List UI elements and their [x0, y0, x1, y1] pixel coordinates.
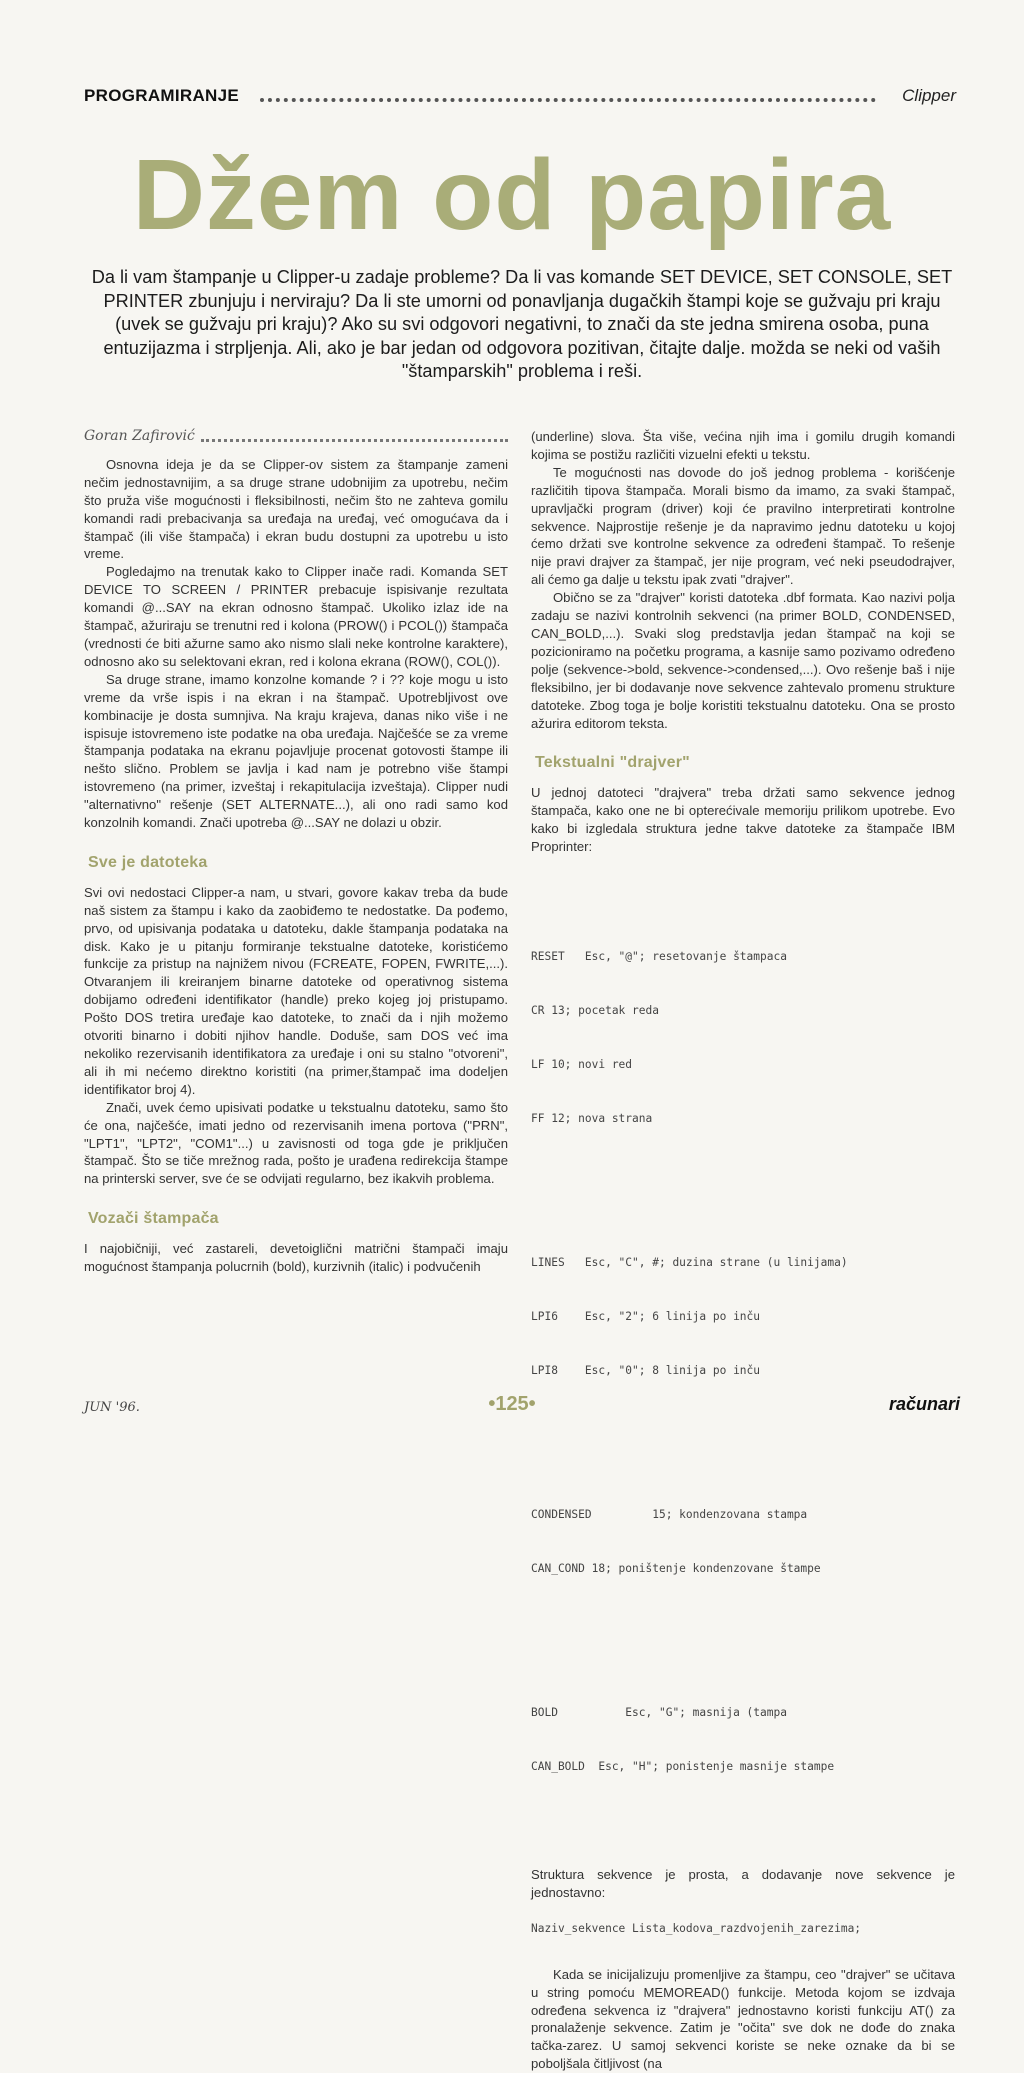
- code-line: LF 10; novi red: [531, 1057, 633, 1071]
- article-lead: Da li vam štampanje u Clipper-u zadaje probleme? Da li vas komande SET DEVICE, SET CONSOLE, SET PRINTER zbunjuju i nerviraju? Da li ste umorni od ponavljanja dugačkih štampi koje se gužvaju pri kraju (uvek se gužvaju pri kraju)? Ako su svi odgovori negativni, to znači da ste jedna smirena osoba, puna entuzijazma i strpljenja. Ali, ako je bar jedan od odgovora pozitivan, čitajte dalje. možda se neki od vaših "štamparskih" problema i reši.: [91, 267, 953, 381]
- right-column: [531, 428, 955, 2073]
- paragraph: Kada se inicijalizuju promenljive za štampu, ceo "drajver" se učitava u string pomoću MEMOREAD() funkcije. Metoda kojom se izdvaja određena sekvenca iz "drajvera" jednostavno koristi funkciju AT() za pronalaženje sekvence. Zatim je "očita" sve dok ne dođe do znaka tačka-zarez. U samoj sekvenci koriste se neke oznake da bi se poboljšala čitljivost (na: [531, 1966, 955, 2072]
- code-line: BOLD Esc, "G"; masnija (tampa: [531, 1705, 787, 1719]
- paragraph: I najobičniji, već zastareli, devetoiglični matrični štampači imaju mogućnost štampanja polucrnih (bold), kurzivnih (italic) i podvučenih: [84, 1241, 508, 1275]
- code-line: FF 12; nova strana: [531, 1111, 653, 1125]
- paragraph: Osnovna ideja je da se Clipper-ov sistem za štampanje zameni nečim jednostavnijim, a sa druge strane udobnijim za upotrebu, nečim što pruža više mogućnosti i fleksibilnosti, nečim što ne zahteva gomilu komandi radi prebacivanja sa uređaja na uređaj, već omogućava da i štampač (ili više štampača) i ekran budu dostupni za upotrebu u isto vreme.: [84, 456, 508, 562]
- author-name: Goran Zafirović: [84, 428, 195, 444]
- page-number: •125•: [488, 1393, 536, 1415]
- section-heading: Sve je datoteka: [88, 853, 208, 871]
- author-line: [84, 428, 508, 446]
- paragraph: Svi ovi nedostaci Clipper-a nam, u stvari, govore kakav treba da bude naš sistem za štampu i kako da zaobiđemo te nedostatke. Da pođemo, prvo, od upisivanja podataka u datoteku, dakle štampanja podataka na disk. Kako je u pitanju formiranje tekstualne datoteke, koristićemo funkcije za pristup na najnižem nivou (FCREATE, FOPEN, FWRITE,...). Otvaranjem ili kreiranjem binarne datoteke od operativnog sistema dobijamo određeni identifikator (handle) preko kojeg joj pristupamo. Pošto DOS tretira uređaje kao datoteke, to znači da i njih možemo otvoriti binarno i dobiti njihov handle. Doduše, sam DOS već ima nekoliko rezervisanih identifikatora za uređaje i oni su stalno "otvoreni", ali ih mi nećemo direktno koristiti (na primer,štampač ima dodeljen identifikator broj 4).: [84, 884, 508, 1097]
- code-line: LINES Esc, "C", #; duzina strane (u linijama): [531, 1255, 848, 1269]
- left-column: [84, 428, 508, 1276]
- paragraph: Te mogućnosti nas dovode do još jednog problema - korišćenje različitih tipova štampača. Morali bismo da imamo, za svaki štampač, upravljački program (driver) koji će pravilno interpretirati kontrolne sekvence. Najprostije rešenje je da napravimo jednu datoteku u kojoj ćemo držati sve kontrolne sekvence za određeni štampač. To rešenje nije pravi drajver za štampač, jer nije program, već neki pseudodrajver, ali ćemo ga dalje u tekstu ipak zvati "drajver".: [531, 464, 955, 588]
- running-header: [84, 86, 956, 110]
- code-group: [531, 1218, 955, 1416]
- paragraph: Znači, uvek ćemo upisivati podatke u tekstualnu datoteku, samo što će ona, najčešće, imati jedno od rezervisanih imena portova ("PRN", "LPT1", "LPT2", "COM1"...) u zavisnosti od toga gde je priključen štampač. Što se tiče mrežnog rada, pošto je urađena redirekcija štampe na printerski server, sve će se odvijati regularno, bez ikakvih problema.: [84, 1099, 508, 1187]
- section-heading: Vozači štampača: [88, 1210, 219, 1228]
- code-line: LPI6 Esc, "2"; 6 linija po inču: [531, 1309, 761, 1323]
- header-dot-leader: [260, 98, 876, 102]
- code-line: CONDENSED 15; kondenzovana stampa: [531, 1507, 808, 1521]
- paragraph: Obično se za "drajver" koristi datoteka .dbf formata. Kao nazivi polja zadaju se nazivi kontrolnih sekvenci (na primer BOLD, CONDENSED, CAN_BOLD,...). Svaki slog predstavlja jedan štampač na koji se pozicioniramo na početku programa, a kasnije samo pozivamo određeno polje (sekvence->bold, sekvence->condensed,...). Ovo rešenje baš i nije fleksibilno, jer bi dodavanje nove sekvence zahtevalo promenu strukture datoteke. Zbog toga je bolje koristiti tekstualnu datoteku. Ona se prosto ažurira editorom teksta.: [531, 590, 955, 731]
- magazine-name: računari: [888, 1394, 960, 1414]
- code-syntax: Naziv_sekvence Lista_kodova_razdvojenih_zarezima;: [531, 1921, 862, 1935]
- paragraph: Sa druge strane, imamo konzolne komande ? i ?? koje mogu u isto vreme da vrše ispis i na ekran i na štampač. Upotrebljivost ove kombinacije je dosta sumnjiva. Na kraju krajeva, danas niko više i ne ispisuje istovremeno iste podatke na oba uređaja. Najčešće se za vreme štampanja podataka na ekranu pojavljuje procenat gotovosti štampe ili nešto slično. Problem se javlja i kad nam je potrebno više štampi istovremeno (na primer, izveštaj i rekapitulacija izveštaja). Clipper nudi "alternativno" rešenje (SET ALTERNATE...), ali ono radi samo kod konzolnih komandi. Znači upotreba @...SAY ne dolazi u obzir.: [84, 671, 508, 831]
- section-label: PROGRAMIRANJE: [84, 86, 240, 105]
- section-heading: Tekstualni "drajver": [535, 754, 690, 772]
- paragraph: Pogledajmo na trenutak kako to Clipper inače radi. Komanda SET DEVICE TO SCREEN / PRINTER prebacuje ispisivanje rezultata komandi @...SAY na ekran odnosno štampač. Ukoliko izlaz ide na štampač, ažuriraju se trenutni red i kolona (PROW() i PCOL()) štampača (vrednosti će biti ažurne samo ako nismo slali neke kontrolne karaktere), odnosno ako su selektovani ekran, red i kolona ekrana (ROW(), COL()).: [84, 564, 508, 669]
- code-line: CAN_BOLD Esc, "H"; ponistenje masnije stampe: [531, 1759, 835, 1773]
- code-line: RESET Esc, "@"; resetovanje štampaca: [531, 949, 787, 963]
- code-group: [531, 1470, 955, 1614]
- paragraph: (underline) slova. Šta više, većina njih ima i gomilu drugih komandi kojima se postižu različiti vizuelni efekti u tekstu.: [531, 429, 955, 462]
- code-line: LPI8 Esc, "0"; 8 linija po inču: [531, 1363, 761, 1377]
- code-listing: [531, 876, 955, 1866]
- topic-label: Clipper: [902, 86, 956, 105]
- code-line: CAN_COND 18; poništenje kondenzovane štampe: [531, 1561, 821, 1575]
- paragraph: Struktura sekvence je prosta, a dodavanje nove sekvence je jednostavno:: [531, 1866, 955, 1900]
- paragraph: U jednoj datoteci "drajvera" treba držati samo sekvence jednog štampača, kako one ne bi opterećivale memoriju prilikom upotrebe. Evo kako bi izgledala struktura jedne takve datoteke za štampače IBM Proprinter:: [531, 785, 955, 855]
- issue-date: JUN '96.: [84, 1400, 140, 1415]
- code-line: CR 13; pocetak reda: [531, 1003, 659, 1017]
- article-title: Džem od papira: [132, 139, 892, 251]
- author-dot-leader: [201, 439, 508, 442]
- code-group: [531, 1668, 955, 1812]
- code-group: [531, 912, 955, 1164]
